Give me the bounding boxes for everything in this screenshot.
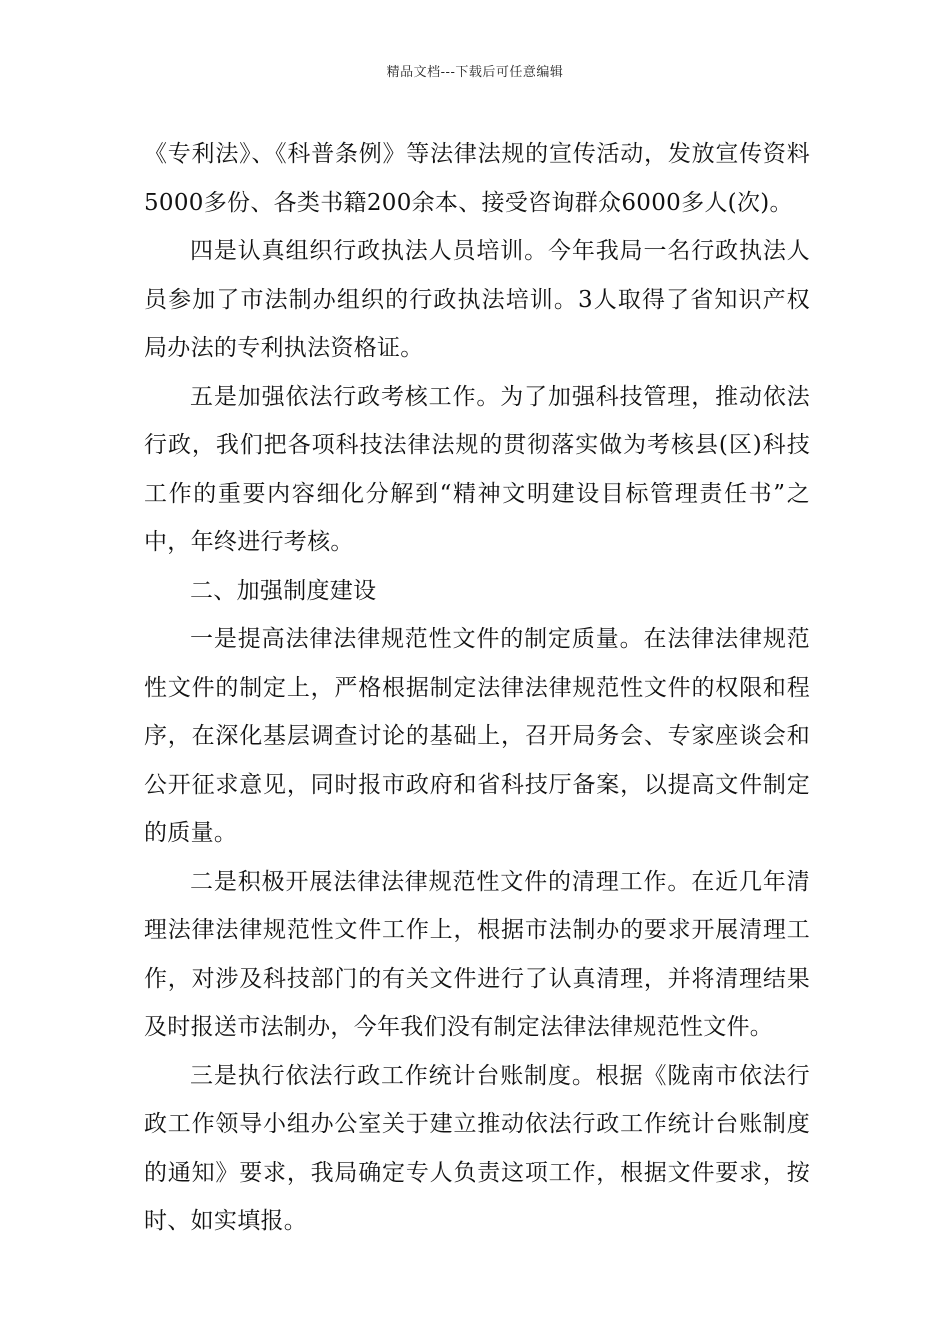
paragraph-publicity-continued: 《专利法》、《科普条例》等法律法规的宣传活动，发放宣传资料5000多份、各类书籍200余本、接受咨询群众6000多人(次)。: [144, 141, 810, 216]
paragraph-document-cleanup: 二是积极开展法律法律规范性文件的清理工作。在近几年清理法律法律规范性文件工作上，根据市法制办的要求开展清理工作，对涉及科技部门的有关文件进行了认真清理，并将清理结果及时报送市法制办，今年我们没有制定法律法律规范性文件。: [144, 868, 810, 1040]
document-body: [144, 130, 810, 1246]
paragraph-statistics-ledger: 三是执行依法行政工作统计台账制度。根据《陇南市依法行政工作领导小组办公室关于建立推动依法行政工作统计台账制度的通知》要求，我局确定专人负责这项工作，根据文件要求，按时、如实填报。: [144, 1062, 810, 1234]
paragraph-document-quality: 一是提高法律法律规范性文件的制定质量。在法律法律规范性文件的制定上，严格根据制定法律法律规范性文件的权限和程序，在深化基层调查讨论的基础上，召开局务会、专家座谈会和公开征求意见，同时报市政府和省科技厅备案，以提高文件制定的质量。: [144, 626, 810, 846]
paragraph-training: 四是认真组织行政执法人员培训。今年我局一名行政执法人员参加了市法制办组织的行政执法培训。3人取得了省知识产权局办法的专利执法资格证。: [144, 238, 810, 361]
section-heading-system-building: 二、加强制度建设: [190, 577, 377, 604]
page-header: 精品文档---下载后可任意编辑: [386, 65, 564, 80]
paragraph-assessment: 五是加强依法行政考核工作。为了加强科技管理，推动依法行政，我们把各项科技法律法规的贯彻落实做为考核县(区)科技工作的重要内容细化分解到“精神文明建设目标管理责任书”之中，年终进行考核。: [144, 383, 810, 555]
